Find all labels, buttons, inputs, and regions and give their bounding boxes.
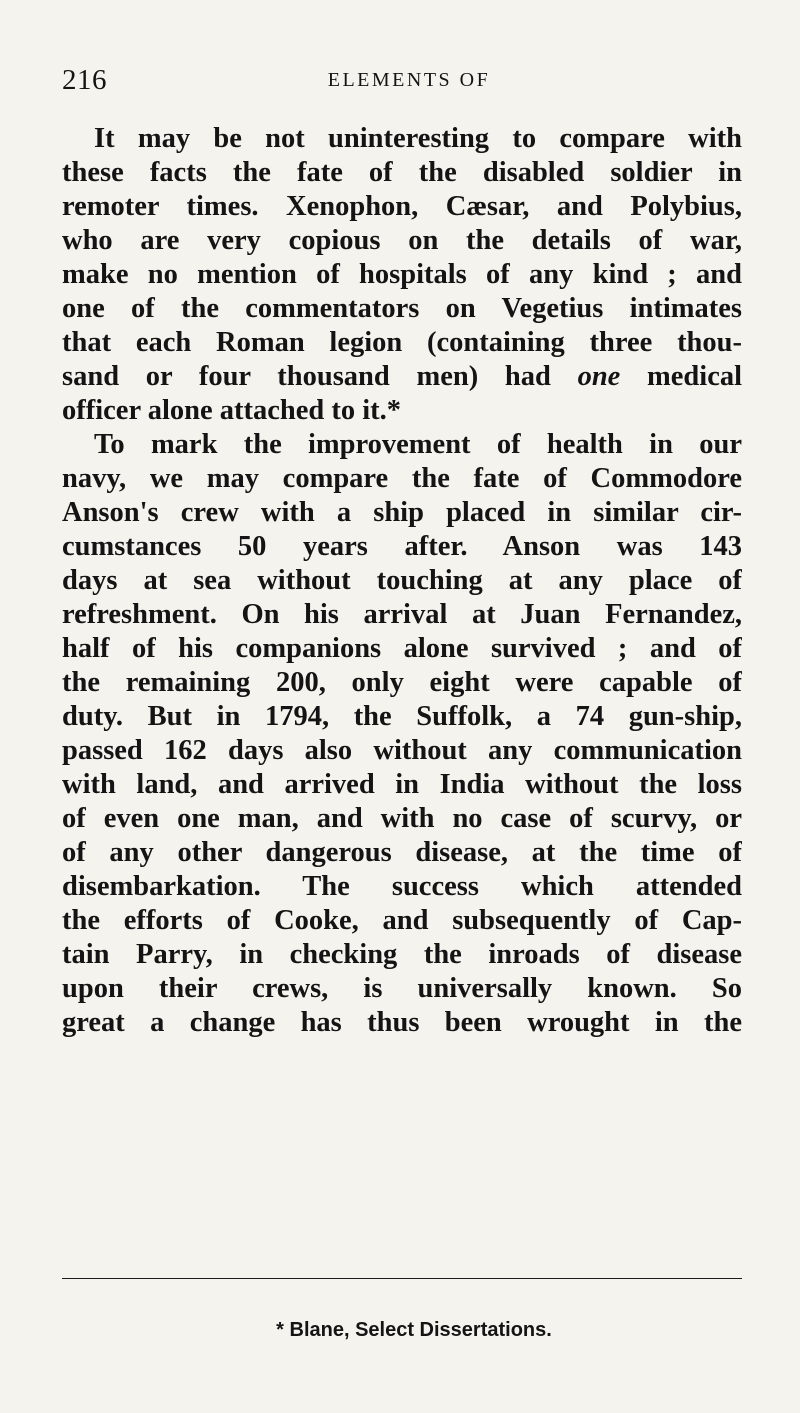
text-line: the efforts of Cooke, and subsequently of Cap- [62, 905, 742, 936]
text-fragment: sand or four thousand men) had [62, 361, 551, 392]
footnote-divider [62, 1278, 742, 1279]
text-line: one of the commentators on Vegetius intimates [62, 293, 742, 324]
text-line: Anson's crew with a ship placed in similar cir- [62, 497, 742, 528]
text-line: with land, and arrived in India without the loss [62, 769, 742, 800]
text-line: navy, we may compare the fate of Commodore [62, 463, 742, 494]
text-line: passed 162 days also without any communication [62, 735, 742, 766]
running-head [62, 60, 742, 100]
running-title: ELEMENTS OF [327, 69, 491, 91]
text-line: that each Roman legion (containing three thou- [62, 327, 742, 358]
text-line: days at sea without touching at any place of [62, 565, 742, 596]
emphasis-word: one [577, 361, 621, 392]
text-line: who are very copious on the details of war, [62, 225, 742, 256]
text-fragment: medical [647, 361, 742, 392]
text-line: cumstances 50 years after. Anson was 143 [62, 531, 742, 562]
text-line: great a change has thus been wrought in the [62, 1007, 742, 1038]
text-line: make no mention of hospitals of any kind ; and [62, 259, 742, 290]
text-line: of any other dangerous disease, at the time of [62, 837, 742, 868]
text-line: the remaining 200, only eight were capable of [62, 667, 742, 698]
text-line: these facts the fate of the disabled soldier in [62, 157, 742, 188]
text-line: remoter times. Xenophon, Cæsar, and Polybius, [62, 191, 742, 222]
text-line: disembarkation. The success which attended [62, 871, 742, 902]
text-line: refreshment. On his arrival at Juan Fernandez, [62, 599, 742, 630]
text-line: officer alone attached to it.* [62, 395, 402, 426]
body-text [62, 122, 742, 1040]
text-line: upon their crews, is universally known. So [62, 973, 742, 1004]
text-line: To mark the improvement of health in our [94, 429, 742, 460]
text-line: half of his companions alone survived ; and of [62, 633, 742, 664]
text-line: It may be not uninteresting to compare with [94, 123, 742, 154]
footnote: * Blane, Select Dissertations. [276, 1319, 552, 1341]
text-line: duty. But in 1794, the Suffolk, a 74 gun-ship, [62, 701, 742, 732]
page-number: 216 [62, 64, 107, 96]
text-line: tain Parry, in checking the inroads of disease [62, 939, 742, 970]
text-line [62, 360, 742, 394]
text-line: of even one man, and with no case of scurvy, or [62, 803, 742, 834]
